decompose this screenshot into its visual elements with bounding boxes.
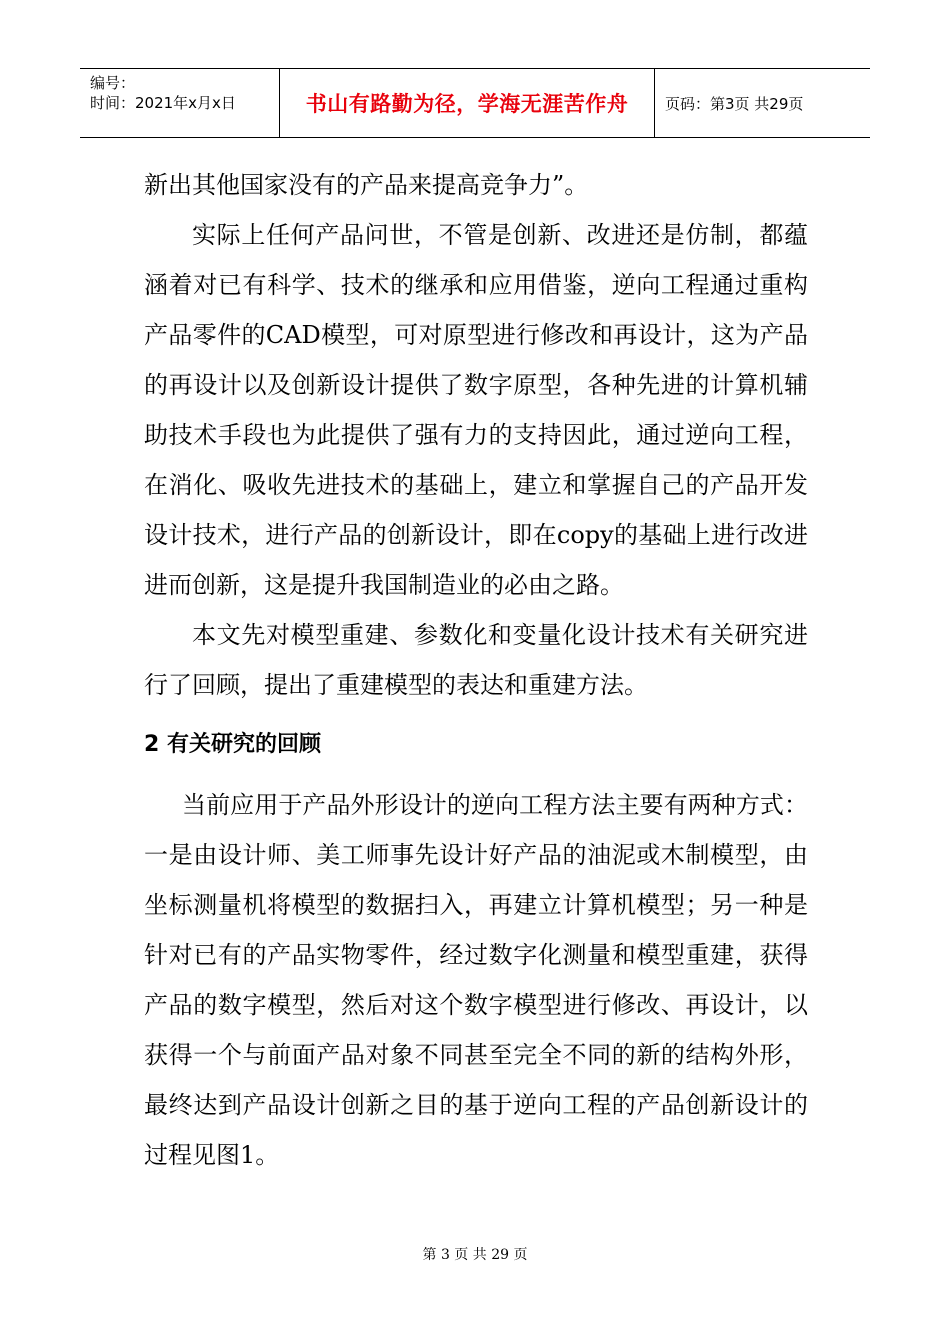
page-footer: 第 3 页 共 29 页 <box>422 1247 528 1263</box>
number-label: 编号： <box>90 74 136 92</box>
paragraph-3: 本文先对模型重建、参数化和变量化设计技术有关研究进行了回顾，提出了重建模型的表达和重建方法。 <box>144 621 808 699</box>
header-page-code: 页码：第3页 共29页 <box>665 94 804 113</box>
document-body <box>144 160 808 1180</box>
section-heading: 2 有关研究的回顾 <box>144 732 321 757</box>
paragraph-4: 当前应用于产品外形设计的逆向工程方法主要有两种方式：一是由设计师、美工师事先设计好产品的油泥或木制模型，由坐标测量机将模型的数据扫入，再建立计算机模型；另一种是针对已有的产品实物零件，经过数字化测量和模型重建，获得产品的数字模型，然后对这个数字模型进行修改、再设计，以获得一个与前面产品对象不同甚至完全不同的新的结构外形，最终达到产品设计创新之目的基于逆向工程的产品创新设计的过程见图1。 <box>144 791 808 1169</box>
date-line: 时间：2021年x月x日 <box>90 94 236 112</box>
paragraph-1: 新出其他国家没有的产品来提高竞争力”。 <box>144 171 589 199</box>
header-info-cell <box>80 69 280 137</box>
header-motto: 书山有路勤为径，学海无涯苦作舟 <box>280 69 655 137</box>
paragraph-2: 实际上任何产品问世，不管是创新、改进还是仿制，都蕴涵着对已有科学、技术的继承和应用借鉴，逆向工程通过重构产品零件的CAD模型，可对原型进行修改和再设计，这为产品的再设计以及创新设计提供了数字原型，各种先进的计算机辅助技术手段也为此提供了强有力的支持因此，通过逆向工程，在消化、吸收先进技术的基础上，建立和掌握自己的产品开发设计技术，进行产品的创新设计，即在copy的基础上进行改进进而创新，这是提升我国制造业的必由之路。 <box>144 221 808 599</box>
page-header <box>80 68 870 138</box>
